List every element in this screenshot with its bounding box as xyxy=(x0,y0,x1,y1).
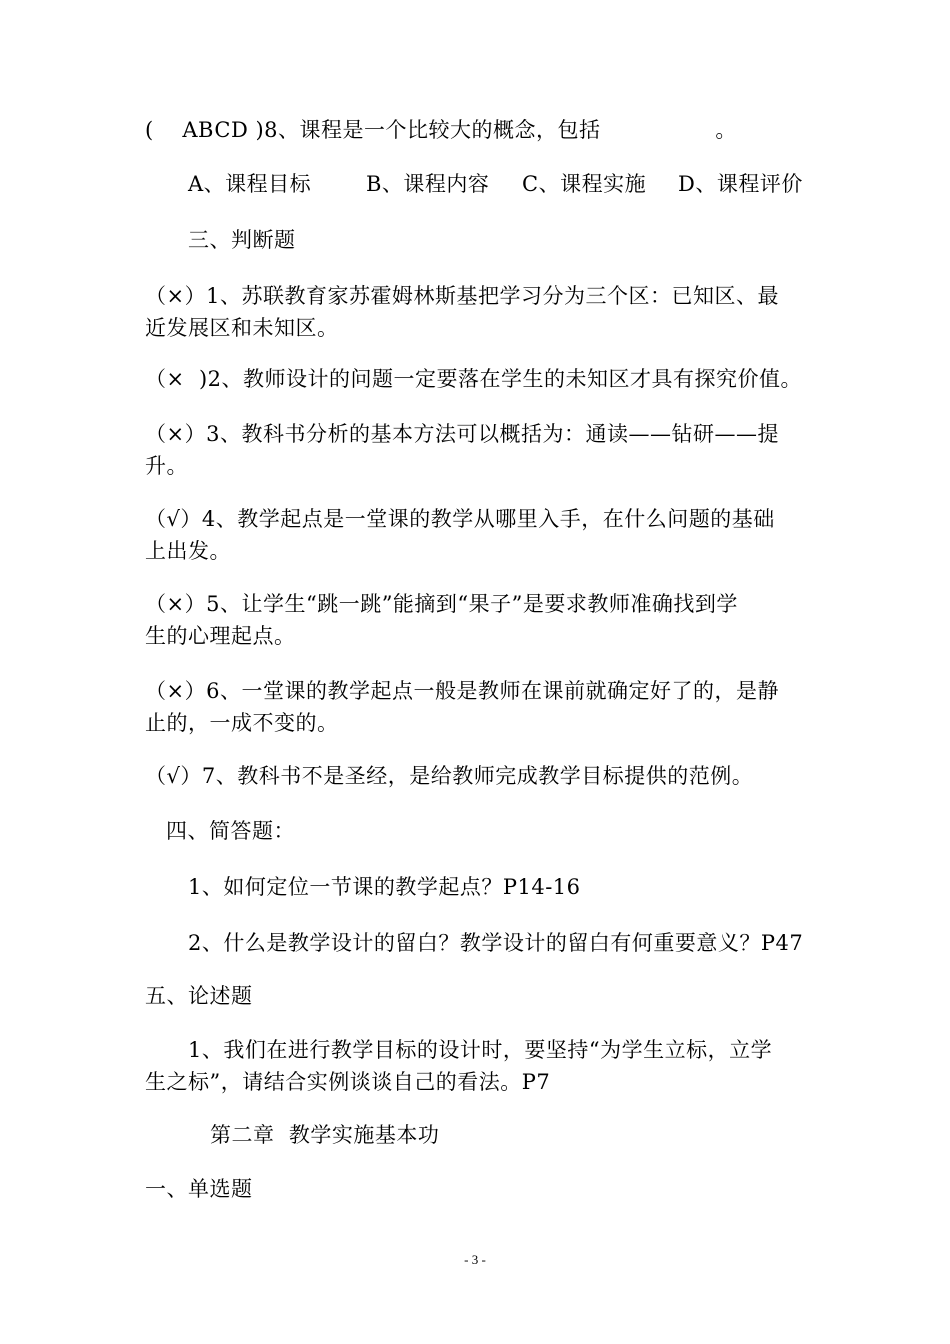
judge-item-4-cont: 上出发。 xyxy=(145,539,231,563)
short-answer-2: 2、什么是教学设计的留白？教学设计的留白有何重要意义？P47 xyxy=(188,931,804,955)
judge-item-2: （× )2、教师设计的问题一定要落在学生的未知区才具有探究价值。 xyxy=(145,367,802,391)
option-c: C、课程实施 xyxy=(522,172,647,196)
judge-item-4: （√）4、教学起点是一堂课的教学从哪里入手，在什么问题的基础 xyxy=(145,507,775,531)
section-4-title: 四、简答题： xyxy=(166,819,295,843)
option-b: B、课程内容 xyxy=(366,172,490,196)
section-5-title: 五、论述题 xyxy=(145,984,253,1008)
page-number: - 3 - xyxy=(464,1252,486,1267)
judge-item-3: （×）3、教科书分析的基本方法可以概括为：通读——钻研——提 xyxy=(145,422,779,446)
judge-item-6: （×）6、一堂课的教学起点一般是教师在课前就确定好了的，是静 xyxy=(145,679,779,703)
option-d: D、课程评价 xyxy=(678,172,803,196)
judge-item-1: （×）1、苏联教育家苏霍姆林斯基把学习分为三个区：已知区、最 xyxy=(145,284,779,308)
option-a: A、课程目标 xyxy=(188,172,312,196)
judge-item-7: （√）7、教科书不是圣经，是给教师完成教学目标提供的范例。 xyxy=(145,764,754,788)
question-8-options xyxy=(188,170,803,198)
essay-question-1: 1、我们在进行教学目标的设计时，要坚持“为学生立标，立学 xyxy=(188,1038,773,1062)
question-8-answer: ( ABCD )8 xyxy=(145,118,279,142)
judge-item-5-cont: 生的心理起点。 xyxy=(145,624,296,648)
essay-question-1-cont: 生之标”，请结合实例谈谈自己的看法。P7 xyxy=(145,1070,551,1094)
chapter-2-title: 第二章 教学实施基本功 xyxy=(210,1123,440,1147)
judge-item-6-cont: 止的，一成不变的。 xyxy=(145,711,339,735)
judge-item-5: （×）5、让学生“跳一跳”能摘到“果子”是要求教师准确找到学 xyxy=(145,592,738,616)
question-8-text: 、课程是一个比较大的概念，包括 。 xyxy=(278,118,737,142)
question-8 xyxy=(145,116,737,144)
section-1-title: 一、单选题 xyxy=(145,1177,253,1201)
judge-item-3-cont: 升。 xyxy=(145,454,188,478)
section-3-title: 三、判断题 xyxy=(188,228,296,252)
short-answer-1: 1、如何定位一节课的教学起点？P14-16 xyxy=(188,875,581,899)
judge-item-1-cont: 近发展区和未知区。 xyxy=(145,316,339,340)
